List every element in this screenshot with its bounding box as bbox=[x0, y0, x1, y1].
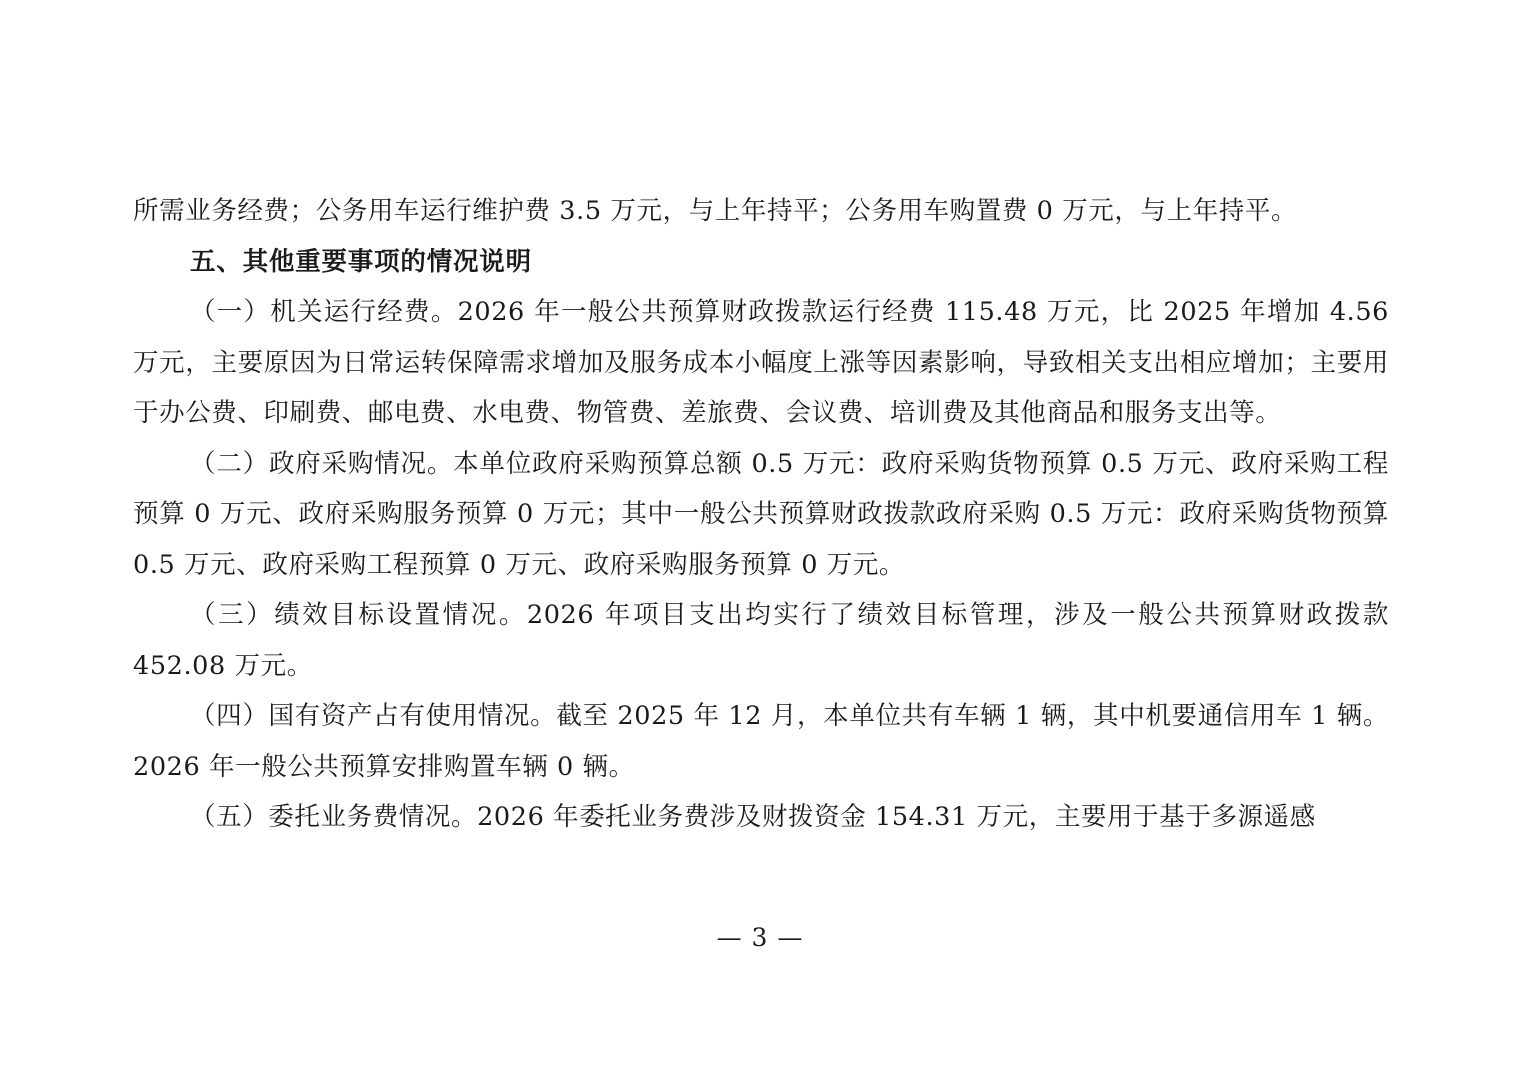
paragraph-government-procurement: （二）政府采购情况。本单位政府采购预算总额 0.5 万元：政府采购货物预算 0.5 万元、政府采购工程预算 0 万元、政府采购服务预算 0 万元；其中一般公共预算财政拨款政府采购 0.5 万元：政府采购货物预算 0.5 万元、政府采购工程预算 0 万元、政府采购服务预算 0 万元。 bbox=[133, 448, 1389, 580]
paragraph-continuation: 所需业务经费；公务用车运行维护费 3.5 万元，与上年持平；公务用车购置费 0 万元，与上年持平。 bbox=[133, 196, 1298, 226]
paragraph-operating-expenses: （一）机关运行经费。2026 年一般公共预算财政拨款运行经费 115.48 万元，比 2025 年增加 4.56 万元，主要原因为日常运转保障需求增加及服务成本小幅度上涨等因素影响，导致相关支出相应增加；主要用于办公费、印刷费、邮电费、水电费、物管费、差旅费、会议费、培训费及其他商品和服务支出等。 bbox=[133, 297, 1389, 428]
paragraph-state-assets: （四）国有资产占有使用情况。截至 2025 年 12 月，本单位共有车辆 1 辆，其中机要通信用车 1 辆。2026 年一般公共预算安排购置车辆 0 辆。 bbox=[133, 701, 1389, 782]
paragraph-commissioned-services: （五）委托业务费情况。2026 年委托业务费涉及财拨资金 154.31 万元，主要用于基于多源遥感 bbox=[190, 802, 1316, 832]
paragraph-performance-targets: （三）绩效目标设置情况。2026 年项目支出均实行了绩效目标管理，涉及一般公共预算财政拨款 452.08 万元。 bbox=[133, 600, 1389, 681]
section-heading: 五、其他重要事项的情况说明 bbox=[190, 246, 532, 277]
page-number: — 3 — bbox=[716, 923, 804, 952]
document-body bbox=[133, 186, 1389, 843]
